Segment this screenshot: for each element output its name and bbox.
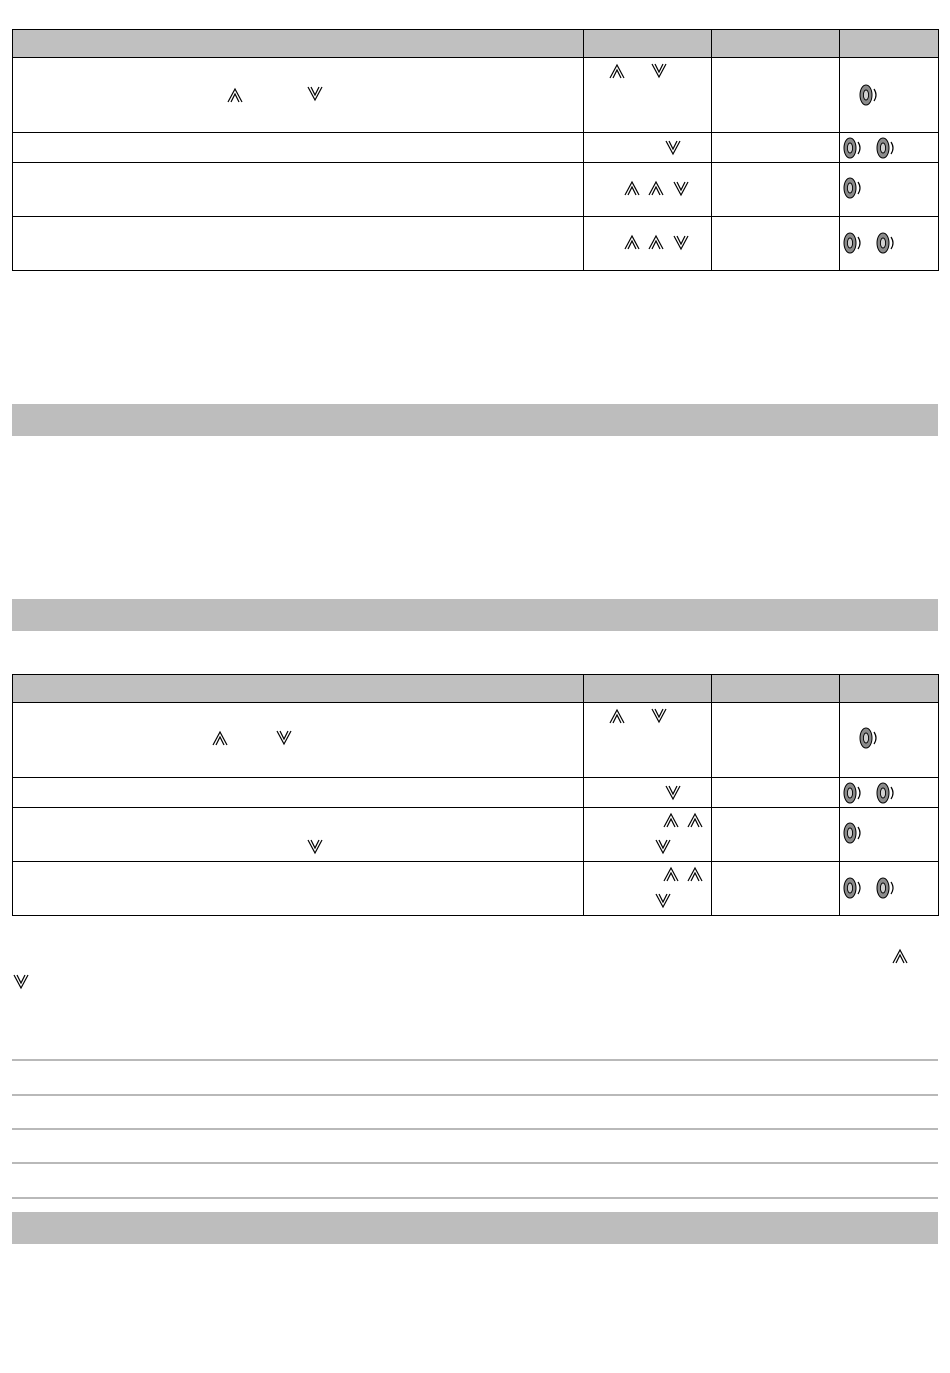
- speaker-beep-icon: [843, 877, 863, 899]
- table-row: [13, 862, 939, 916]
- header-cell: [712, 675, 840, 703]
- description-cell: [13, 778, 584, 808]
- beep-cell: [840, 217, 939, 271]
- divider-line: [12, 1128, 938, 1130]
- header-cell: [840, 675, 939, 703]
- speaker-beep-icon: [843, 822, 863, 844]
- beep-cell: [840, 703, 939, 778]
- beep-cell: [840, 808, 939, 862]
- chevron-up-icon: [687, 812, 703, 829]
- empty-cell: [712, 133, 840, 163]
- description-cell: [13, 808, 584, 862]
- chevron-down-icon: [655, 838, 671, 855]
- empty-cell: [712, 163, 840, 217]
- chevron-up-icon: [609, 63, 625, 80]
- table-row: [13, 778, 939, 808]
- chevron-down-icon: [655, 892, 671, 909]
- speaker-beep-icon: [859, 727, 879, 749]
- divider-line: [12, 1094, 938, 1096]
- description-cell: [13, 58, 584, 133]
- header-cell: [712, 30, 840, 58]
- keys-cell: [584, 58, 712, 133]
- section-heading-band: [12, 599, 938, 631]
- keys-cell: [584, 163, 712, 217]
- speaker-beep-icon: [843, 137, 863, 159]
- speaker-beep-icon: [859, 84, 879, 106]
- chevron-up-icon: [648, 180, 664, 197]
- description-cell: [13, 163, 584, 217]
- speaker-beep-icon: [876, 877, 896, 899]
- chevron-down-icon: [673, 180, 689, 197]
- empty-cell: [712, 808, 840, 862]
- chevron-down-icon: [665, 784, 681, 801]
- table-row: [13, 703, 939, 778]
- header-cell: [840, 30, 939, 58]
- speaker-beep-icon: [876, 232, 896, 254]
- chevron-up-icon: [687, 866, 703, 883]
- chevron-up-icon: [212, 730, 228, 747]
- empty-cell: [712, 58, 840, 133]
- table-row: [13, 808, 939, 862]
- speaker-beep-icon: [843, 782, 863, 804]
- beep-table-1: [12, 29, 939, 271]
- chevron-down-icon: [651, 62, 667, 79]
- divider-line: [12, 1197, 938, 1199]
- chevron-up-icon: [624, 180, 640, 197]
- keys-cell: [584, 133, 712, 163]
- chevron-down-icon: [276, 729, 292, 746]
- header-cell: [13, 30, 584, 58]
- beep-cell: [840, 133, 939, 163]
- table-header-row: [13, 675, 939, 703]
- description-cell: [13, 133, 584, 163]
- section-heading-band: [12, 404, 938, 436]
- beep-cell: [840, 58, 939, 133]
- header-cell: [13, 675, 584, 703]
- speaker-beep-icon: [843, 232, 863, 254]
- keys-cell: [584, 862, 712, 916]
- header-cell: [584, 675, 712, 703]
- chevron-down-icon: [13, 973, 29, 990]
- table-header-row: [13, 30, 939, 58]
- beep-table-2: [12, 674, 939, 916]
- description-cell: [13, 703, 584, 778]
- chevron-up-icon: [227, 87, 243, 104]
- section-heading-band: [12, 1212, 938, 1244]
- table-row: [13, 217, 939, 271]
- divider-line: [12, 1059, 938, 1061]
- empty-cell: [712, 778, 840, 808]
- chevron-up-icon: [609, 708, 625, 725]
- chevron-up-icon: [648, 234, 664, 251]
- chevron-down-icon: [651, 707, 667, 724]
- empty-cell: [712, 217, 840, 271]
- empty-cell: [712, 703, 840, 778]
- description-cell: [13, 862, 584, 916]
- divider-line: [12, 1162, 938, 1164]
- description-cell: [13, 217, 584, 271]
- chevron-down-icon: [665, 139, 681, 156]
- beep-cell: [840, 778, 939, 808]
- beep-cell: [840, 862, 939, 916]
- keys-cell: [584, 217, 712, 271]
- chevron-down-icon: [673, 234, 689, 251]
- keys-cell: [584, 778, 712, 808]
- beep-cell: [840, 163, 939, 217]
- speaker-beep-icon: [876, 782, 896, 804]
- chevron-up-icon: [663, 812, 679, 829]
- chevron-down-icon: [307, 838, 323, 855]
- table-row: [13, 58, 939, 133]
- chevron-down-icon: [307, 85, 323, 102]
- table-row: [13, 133, 939, 163]
- chevron-up-icon: [892, 948, 908, 965]
- keys-cell: [584, 808, 712, 862]
- chevron-up-icon: [624, 234, 640, 251]
- keys-cell: [584, 703, 712, 778]
- header-cell: [584, 30, 712, 58]
- empty-cell: [712, 862, 840, 916]
- chevron-up-icon: [663, 866, 679, 883]
- speaker-beep-icon: [843, 177, 863, 199]
- speaker-beep-icon: [876, 137, 896, 159]
- table-row: [13, 163, 939, 217]
